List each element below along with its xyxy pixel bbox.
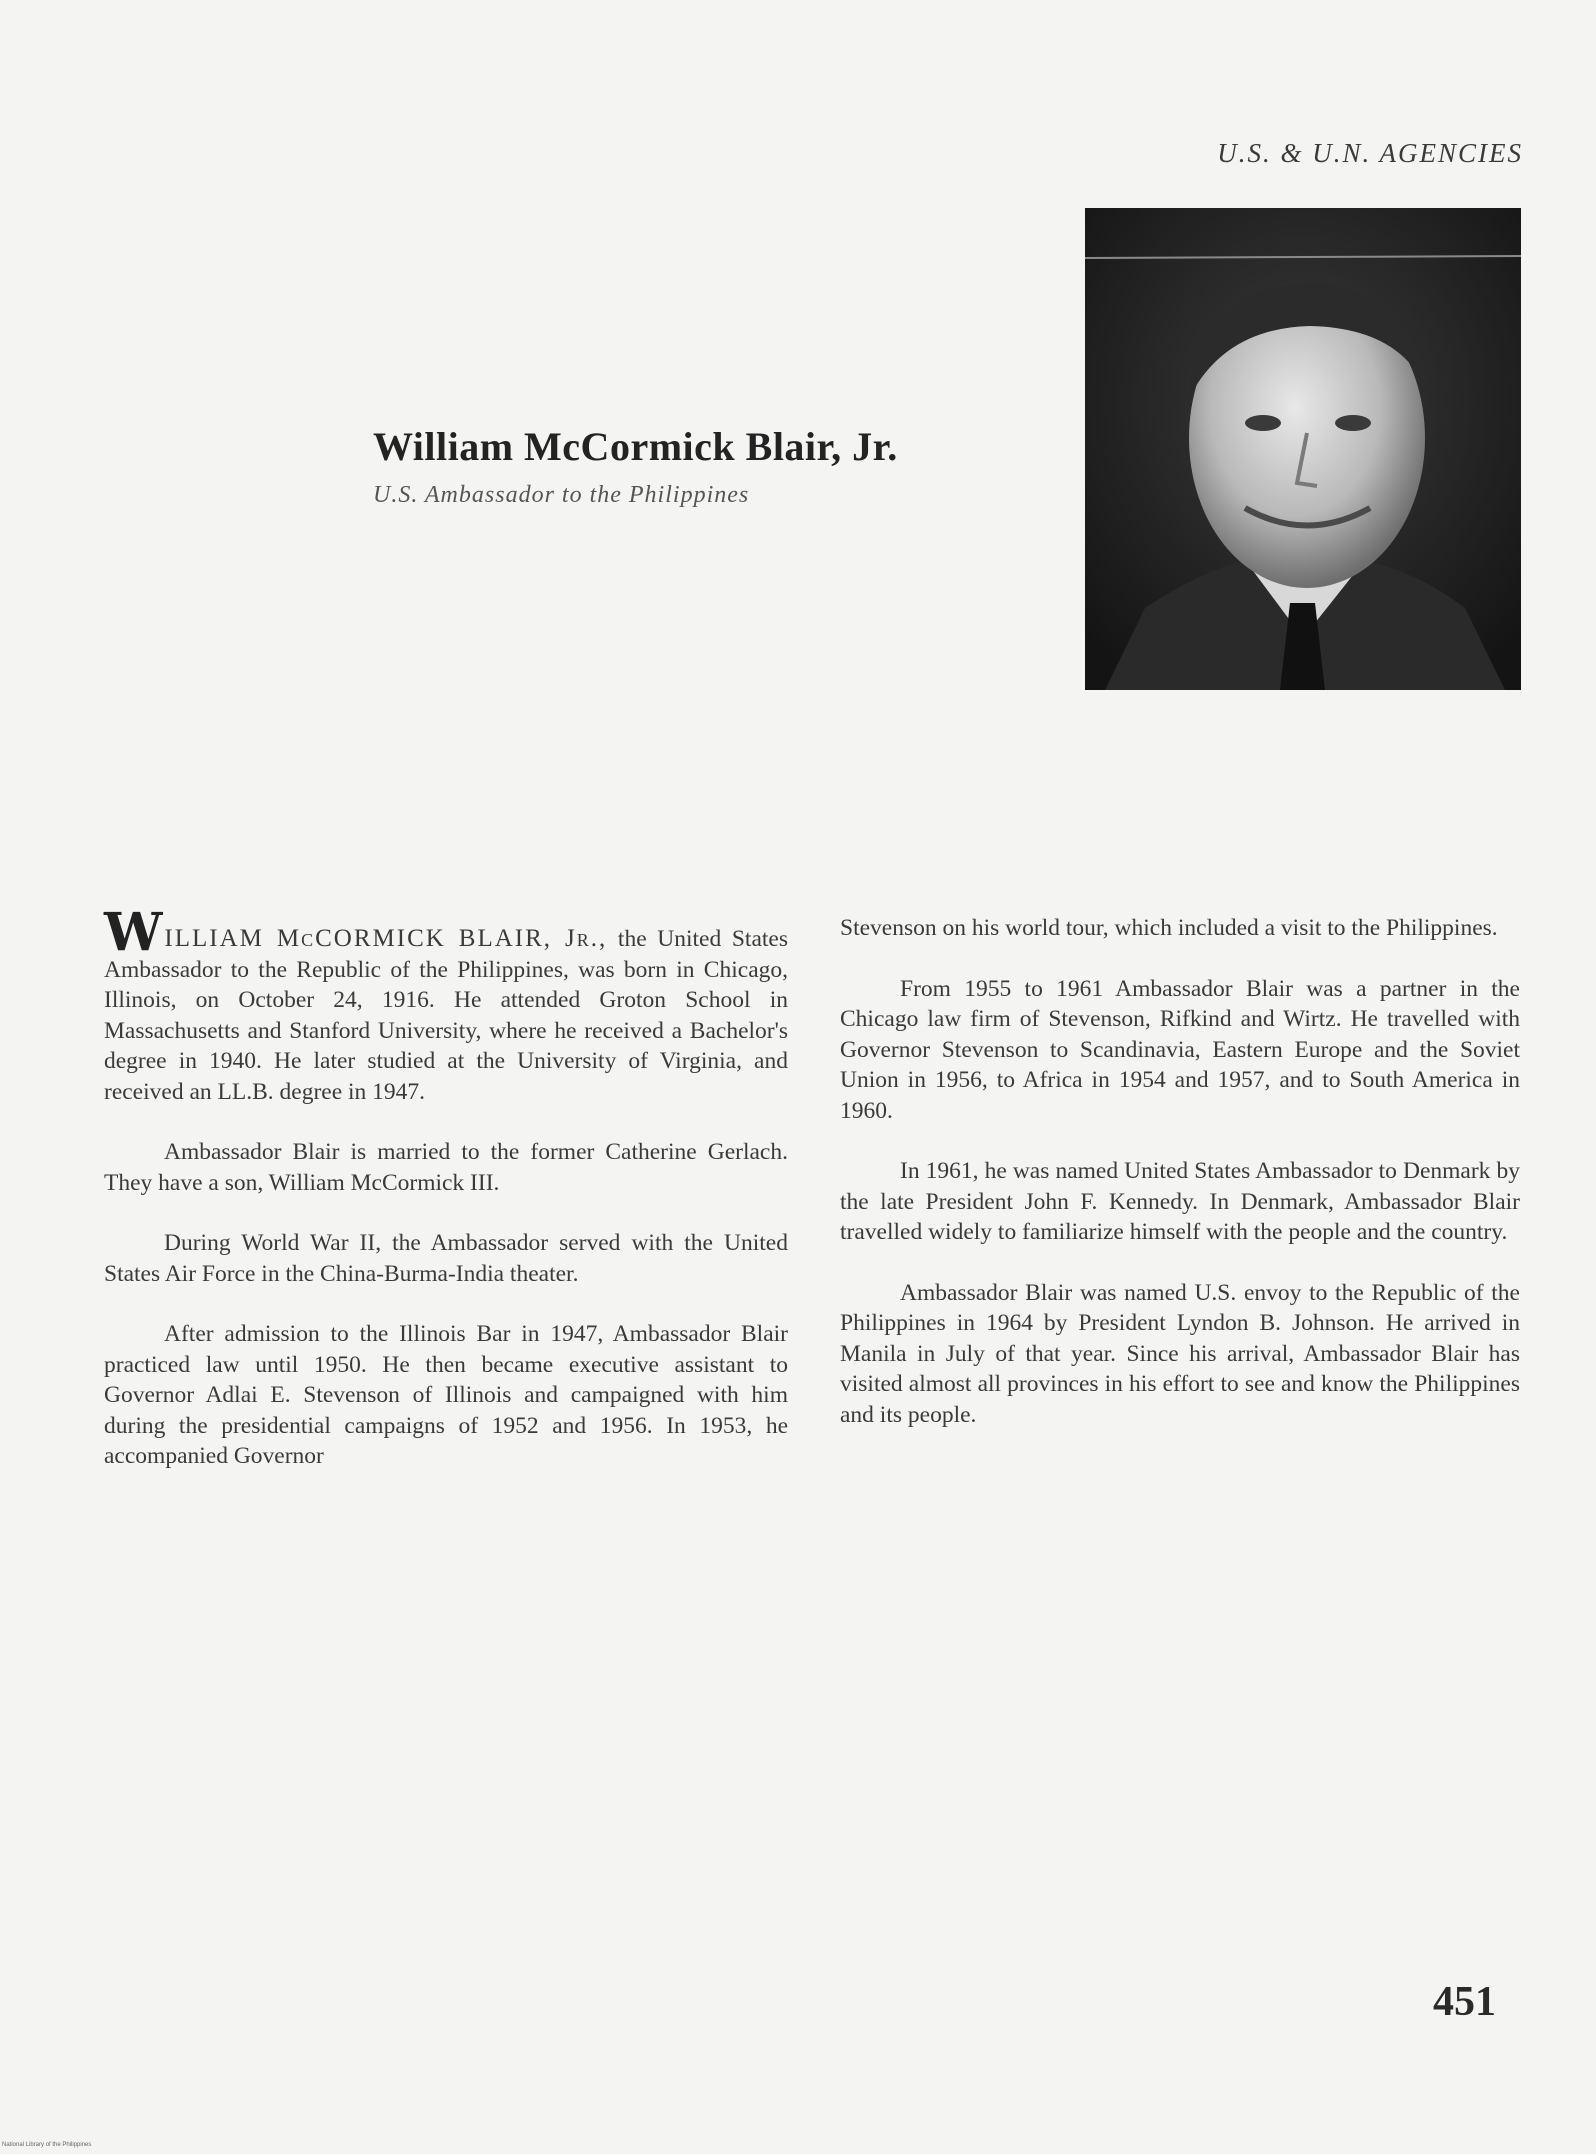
paragraph-family: Ambassador Blair is married to the former Catherine Gerlach. They have a son, William McCormick III. xyxy=(104,1139,788,1196)
section-header: U.S. & U.N. AGENCIES xyxy=(1217,138,1523,168)
footer-note: National Library of the Philippines xyxy=(2,2142,92,2148)
paragraph-law-career: After admission to the Illinois Bar in 1947, Ambassador Blair practiced law until 1950. He then became executive assistant to Governor Adlai E. Stevenson of Illinois and campaigned with him during the presidential campaigns of 1952 and 1956. In 1953, he accompanied Governor xyxy=(104,1321,788,1469)
left-column xyxy=(104,902,788,1502)
person-name: William McCormick Blair, Jr. xyxy=(373,424,898,469)
page-number: 451 xyxy=(1433,1979,1496,2025)
paragraph-military: During World War II, the Ambassador served with the United States Air Force in the China-Burma-India theater. xyxy=(104,1230,788,1287)
person-title: U.S. Ambassador to the Philippines xyxy=(373,482,750,508)
paragraph-birth-education xyxy=(104,902,788,1107)
drop-cap: W xyxy=(104,902,163,963)
paragraph-denmark: In 1961, he was named United States Ambassador to Denmark by the late President John F. Kennedy. In Denmark, Ambassador Blair travelled widely to familiarize himself with the people and the country. xyxy=(840,1158,1520,1245)
portrait-photo-icon xyxy=(1085,208,1521,690)
title-block xyxy=(373,423,933,509)
paragraph-continuation: Stevenson on his world tour, which included a visit to the Philippines. xyxy=(840,915,1498,941)
lead-smallcaps: ILLIAM McCORMICK BLAIR, Jr., xyxy=(164,925,608,952)
right-column xyxy=(840,913,1520,1460)
paragraph-law-firm: From 1955 to 1961 Ambassador Blair was a partner in the Chicago law firm of Stevenson, Rifkind and Wirtz. He travelled with Governor Stevenson to Scandinavia, Eastern Europe and the Soviet Union in 1956, to Africa in 1954 and 1957, and to South America in 1960. xyxy=(840,975,1520,1124)
paragraph-text: the United States Ambassador to the Republic of the Philippines, was born in Chicago, Illinois, on October 24, 1916. He attended Groton School in Massachusetts and Stanford University, where he received a Bachelor's degree in 1940. He later studied at the University of Virginia, and received an LL.B. degree in 1947. xyxy=(104,926,788,1105)
paragraph-philippines: Ambassador Blair was named U.S. envoy to the Republic of the Philippines in 1964 by President Lyndon B. Johnson. He arrived in Manila in July of that year. Since his arrival, Ambassador Blair has visited almost all provinces in his effort to see and know the Philippines and its people. xyxy=(840,1279,1520,1428)
